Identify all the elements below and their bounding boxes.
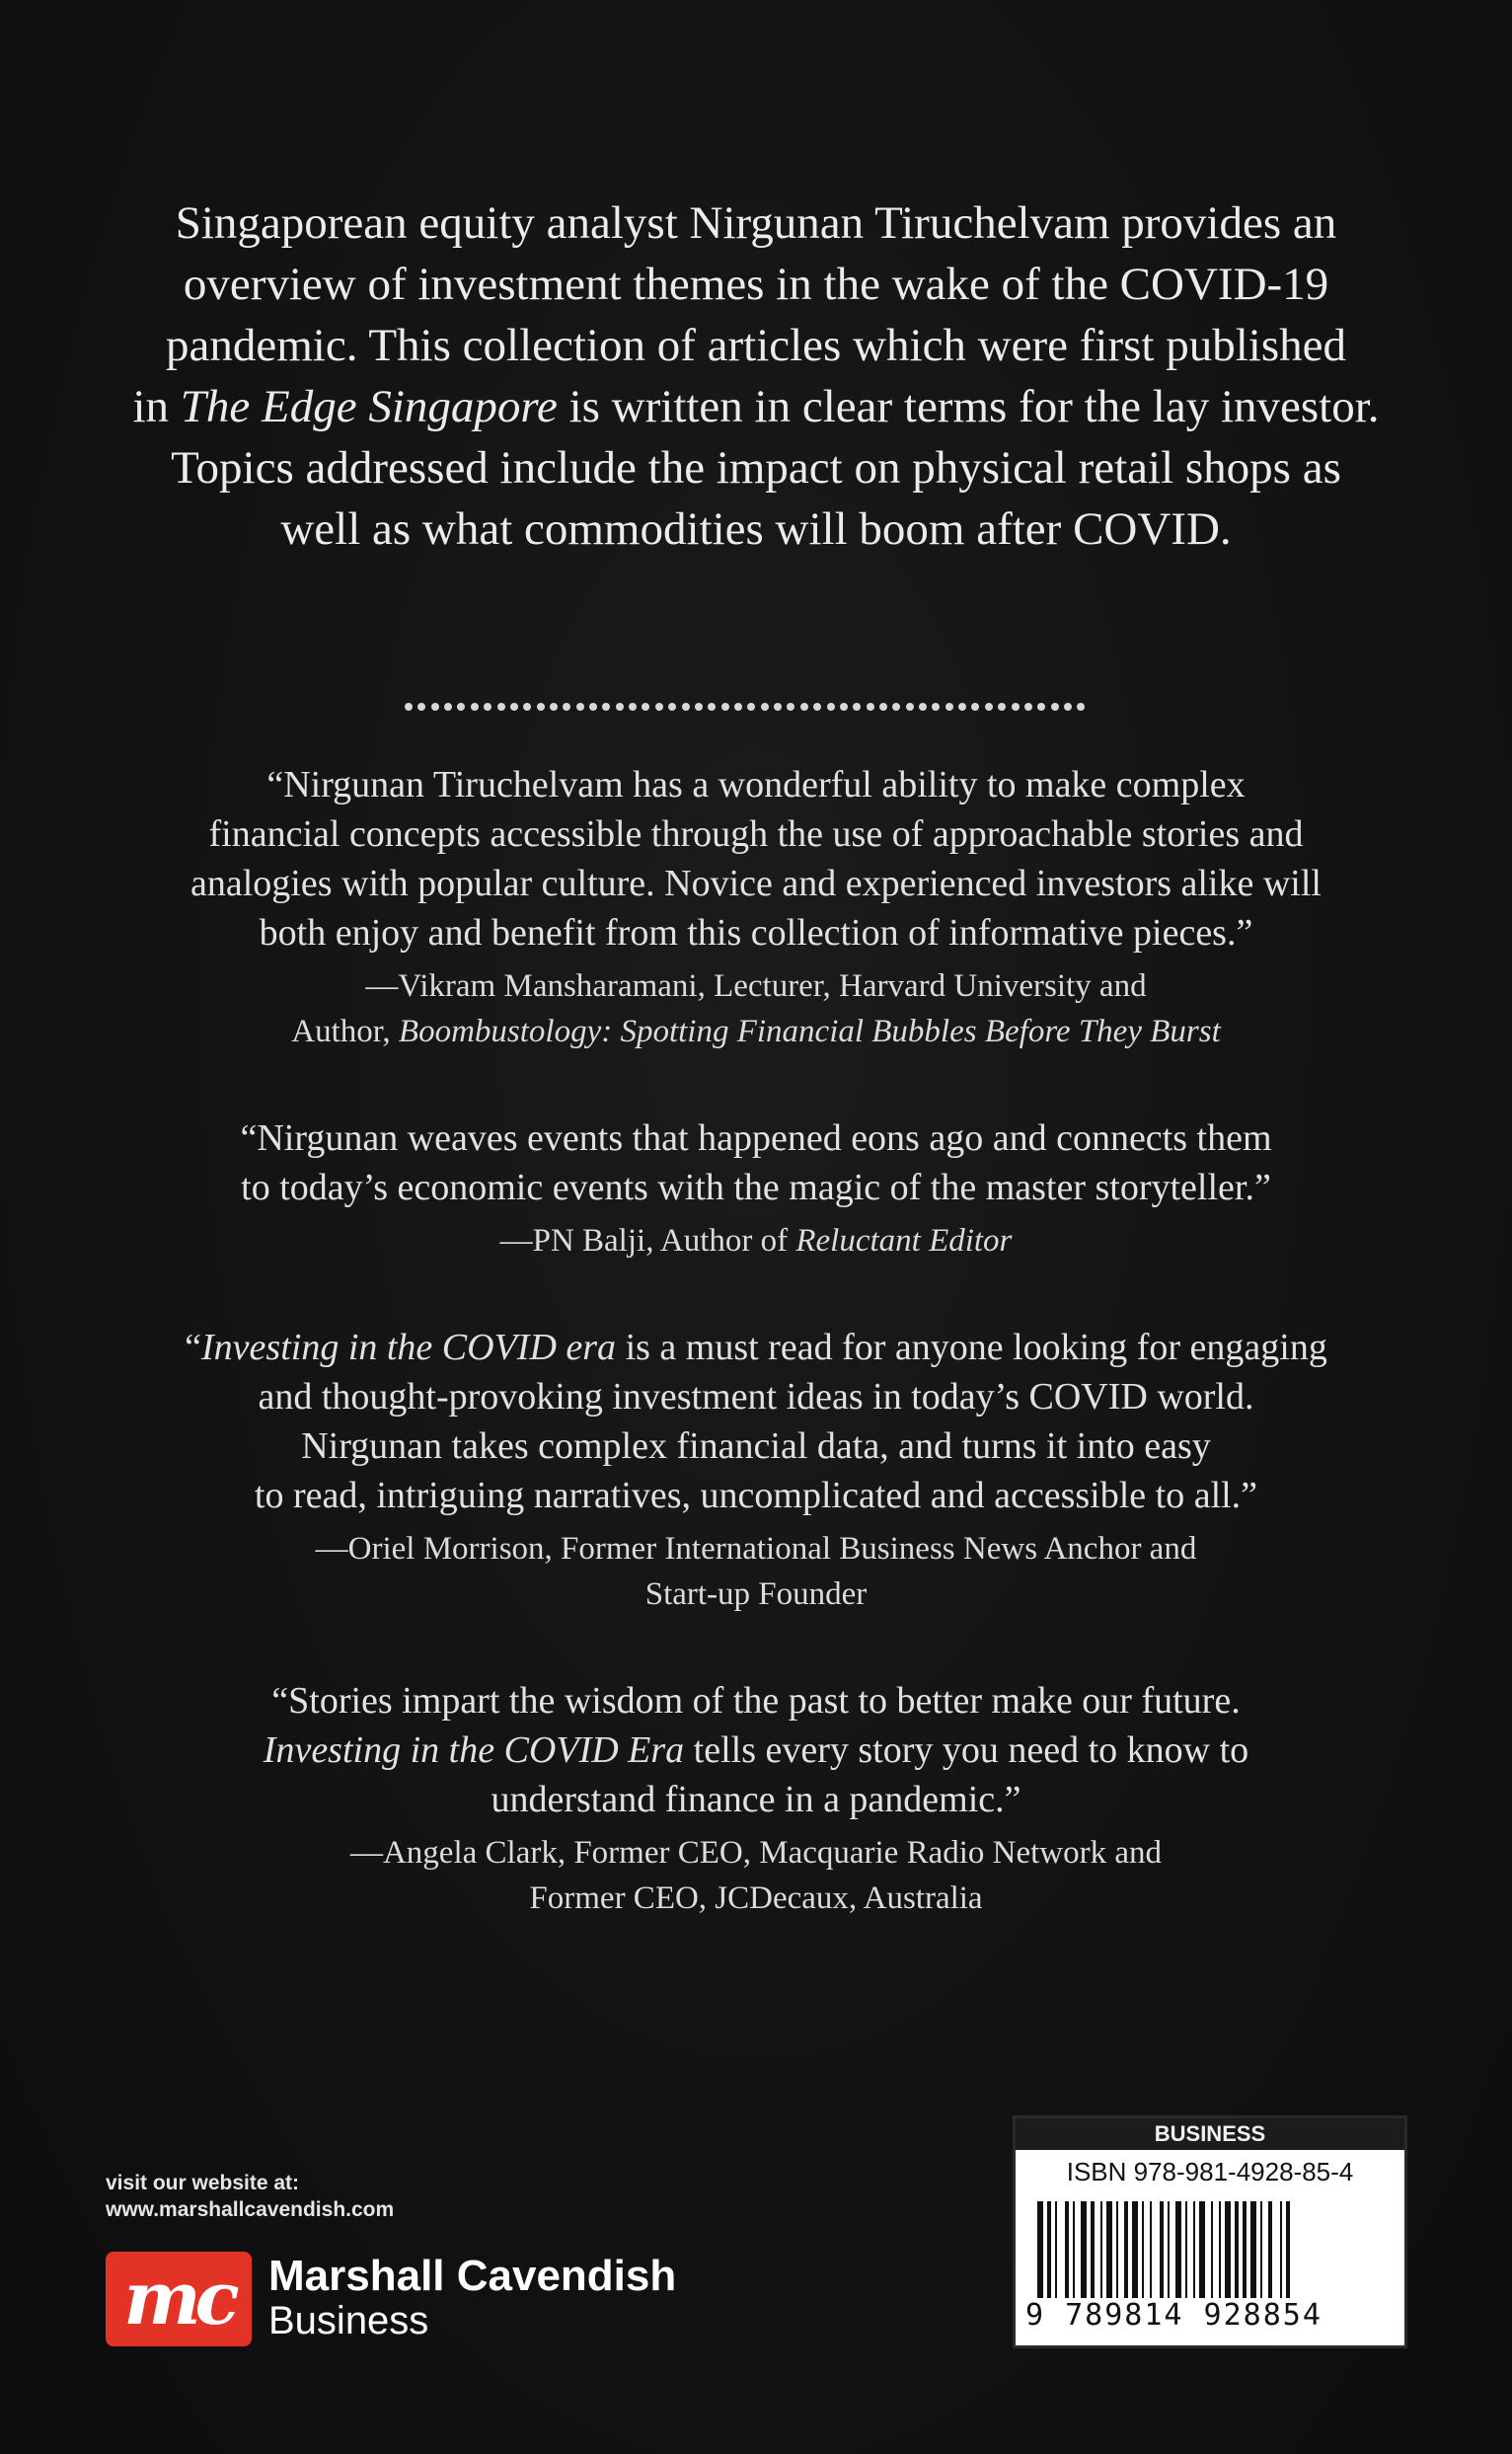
quote-line: “	[185, 1327, 202, 1368]
divider-dot	[1024, 703, 1032, 711]
divider-dot	[840, 703, 848, 711]
book-title: Boombustology: Spotting Financial Bubbles Before They Burst	[398, 1014, 1221, 1049]
quote-line: financial concepts accessible through the use of approachable stories and	[208, 813, 1304, 855]
divider-dot	[932, 703, 940, 711]
divider-dot	[405, 703, 413, 711]
quote-attribution	[109, 1218, 1403, 1264]
divider-dot	[721, 703, 729, 711]
quote-text	[109, 760, 1403, 958]
barcode-bar	[1091, 2201, 1095, 2298]
divider-dot	[1051, 703, 1059, 711]
divider-dot	[589, 703, 597, 711]
attribution-line: —PN Balji, Author of	[499, 1223, 796, 1259]
attribution-line: —Angela Clark, Former CEO, Macquarie Radio Network and	[349, 1835, 1163, 1871]
website-info	[106, 2170, 394, 2223]
divider-dot	[853, 703, 861, 711]
divider-dot	[985, 703, 993, 711]
barcode-bar	[1219, 2201, 1221, 2298]
attribution-line: Start-up Founder	[644, 1576, 868, 1612]
publication-title: The Edge Singapore	[180, 381, 558, 432]
barcode-bar	[1081, 2201, 1087, 2298]
divider-dot	[471, 703, 479, 711]
divider-dot	[827, 703, 835, 711]
divider-dot	[734, 703, 742, 711]
quote-line: and thought-provoking investment ideas in today’s COVID world.	[258, 1376, 1254, 1418]
quote-line: to read, intriguing narratives, uncomplicated and accessible to all.”	[254, 1475, 1258, 1516]
endorsements	[109, 760, 1403, 1980]
publisher-name-main: Marshall Cavendish	[268, 2252, 677, 2300]
endorsement-1	[109, 760, 1403, 1054]
divider-dot	[998, 703, 1006, 711]
barcode-bar	[1286, 2201, 1290, 2298]
divider-dot	[906, 703, 914, 711]
divider-dot	[550, 703, 558, 711]
endorsement-4	[109, 1676, 1403, 1921]
barcode-bar	[1142, 2201, 1144, 2298]
divider-dot	[867, 703, 874, 711]
divider-dot	[537, 703, 545, 711]
publisher-logo-icon	[106, 2252, 252, 2346]
divider-dot	[629, 703, 637, 711]
quote-line: “Stories impart the wisdom of the past to better make our future.	[271, 1680, 1241, 1722]
quote-attribution	[109, 1526, 1403, 1617]
barcode-bar	[1199, 2201, 1205, 2298]
book-title: Investing in the COVID era	[201, 1327, 617, 1368]
divider-dot	[497, 703, 505, 711]
barcode-bar	[1225, 2201, 1231, 2298]
barcode-bar	[1175, 2201, 1181, 2298]
attribution-line: Author,	[291, 1014, 399, 1049]
blurb-line: is written in clear terms for the lay investor.	[557, 381, 1380, 432]
quote-text	[109, 1113, 1403, 1212]
barcode-bar	[1124, 2201, 1128, 2298]
divider-dot	[1037, 703, 1045, 711]
quote-attribution	[109, 963, 1403, 1054]
attribution-line: —Oriel Morrison, Former International Business News Anchor and	[315, 1531, 1197, 1567]
barcode-bar	[1268, 2201, 1272, 2298]
divider-dot	[695, 703, 703, 711]
divider-dot	[642, 703, 649, 711]
divider-dot	[787, 703, 794, 711]
divider-dot	[958, 703, 966, 711]
divider-dot	[484, 703, 491, 711]
divider-dot	[602, 703, 610, 711]
publisher-name	[268, 2254, 676, 2342]
quote-line: both enjoy and benefit from this collection of informative pieces.”	[259, 912, 1253, 954]
barcode-bar	[1073, 2201, 1075, 2298]
divider-dot	[576, 703, 584, 711]
quote-line: “Nirgunan weaves events that happened eons ago and connects them	[240, 1117, 1272, 1159]
barcode-bar	[1235, 2201, 1239, 2298]
quote-text	[109, 1676, 1403, 1824]
barcode-bar	[1047, 2201, 1051, 2298]
isbn-number: ISBN 978-981-4928-85-4	[1066, 2157, 1354, 2186]
blurb-line: well as what commodities will boom after COVID.	[280, 503, 1232, 555]
barcode-bar	[1106, 2201, 1112, 2298]
barcode-bar	[1280, 2201, 1282, 2298]
book-title: Investing in the COVID Era	[263, 1729, 685, 1771]
barcode-bar	[1100, 2201, 1102, 2298]
barcode-bar	[1037, 2201, 1043, 2298]
quote-text	[109, 1323, 1403, 1520]
barcode-bar	[1055, 2201, 1057, 2298]
barcode-bar	[1065, 2201, 1069, 2298]
barcode-bar	[1160, 2201, 1164, 2298]
divider-dot	[813, 703, 821, 711]
divider-dot	[616, 703, 624, 711]
barcode-bars-icon	[1037, 2201, 1383, 2298]
blurb-line: overview of investment themes in the wake of the COVID-19	[183, 259, 1329, 310]
divider-dot	[800, 703, 808, 711]
divider-dot	[682, 703, 690, 711]
divider-dot	[708, 703, 716, 711]
divider-dot	[1064, 703, 1072, 711]
barcode-bar	[1150, 2201, 1152, 2298]
barcode-bar	[1185, 2201, 1187, 2298]
divider-dot	[879, 703, 887, 711]
divider-dot	[892, 703, 900, 711]
barcode-bar	[1250, 2201, 1256, 2298]
quote-line: analogies with popular culture. Novice and experienced investors alike will	[190, 863, 1322, 904]
divider-dot	[510, 703, 518, 711]
barcode-bar	[1243, 2201, 1247, 2298]
blurb-line: in	[132, 381, 181, 432]
divider-dot	[523, 703, 531, 711]
endorsement-2	[109, 1113, 1403, 1264]
blurb-line: Singaporean equity analyst Nirgunan Tiruchelvam provides an	[175, 197, 1337, 249]
divider-dot	[1012, 703, 1020, 711]
divider-dot	[444, 703, 452, 711]
divider-dot	[563, 703, 570, 711]
quote-line: Nirgunan takes complex financial data, and turns it into easy	[301, 1425, 1211, 1467]
divider-dot	[668, 703, 676, 711]
divider-dot	[761, 703, 769, 711]
blurb-line: Topics addressed include the impact on physical retail shops as	[171, 442, 1341, 494]
divider-dot	[747, 703, 755, 711]
quote-line: is a must read for anyone looking for engaging	[616, 1327, 1327, 1368]
barcode-bar	[1168, 2201, 1170, 2298]
quote-attribution	[109, 1830, 1403, 1921]
divider-dot	[919, 703, 927, 711]
barcode-bar	[1132, 2201, 1138, 2298]
dotted-divider	[405, 699, 1086, 715]
divider-dot	[457, 703, 465, 711]
endorsement-3	[109, 1323, 1403, 1617]
quote-line: “Nirgunan Tiruchelvam has a wonderful ability to make complex	[266, 764, 1246, 805]
divider-dot	[971, 703, 979, 711]
divider-dot	[431, 703, 439, 711]
quote-line: tells every story you need to know to	[684, 1729, 1249, 1771]
attribution-line: Former CEO, JCDecaux, Australia	[529, 1880, 983, 1916]
barcode-bar	[1211, 2201, 1213, 2298]
barcode-bar	[1193, 2201, 1195, 2298]
quote-line: to today’s economic events with the magic of the master storyteller.”	[241, 1167, 1271, 1208]
quote-line: understand finance in a pandemic.”	[491, 1779, 1021, 1820]
divider-dot	[417, 703, 425, 711]
barcode-category: BUSINESS	[1016, 2118, 1404, 2150]
isbn-barcode	[1013, 2115, 1407, 2348]
divider-dot	[945, 703, 953, 711]
website-label: visit our website at:	[106, 2172, 300, 2194]
divider-dot	[655, 703, 663, 711]
logo-mark: mc	[123, 2257, 234, 2341]
divider-dot	[1077, 703, 1085, 711]
website-url[interactable]: www.marshallcavendish.com	[106, 2198, 395, 2221]
barcode-bar	[1260, 2201, 1262, 2298]
blurb	[89, 192, 1423, 560]
blurb-line: pandemic. This collection of articles which were first published	[166, 320, 1346, 371]
barcode-digits: 9 789814 928854	[1025, 2298, 1323, 2333]
attribution-line: —Vikram Mansharamani, Lecturer, Harvard University and	[365, 968, 1147, 1004]
book-title: Reluctant Editor	[795, 1223, 1013, 1259]
barcode-bar	[1116, 2201, 1118, 2298]
publisher-name-sub: Business	[268, 2299, 429, 2342]
divider-dot	[774, 703, 782, 711]
